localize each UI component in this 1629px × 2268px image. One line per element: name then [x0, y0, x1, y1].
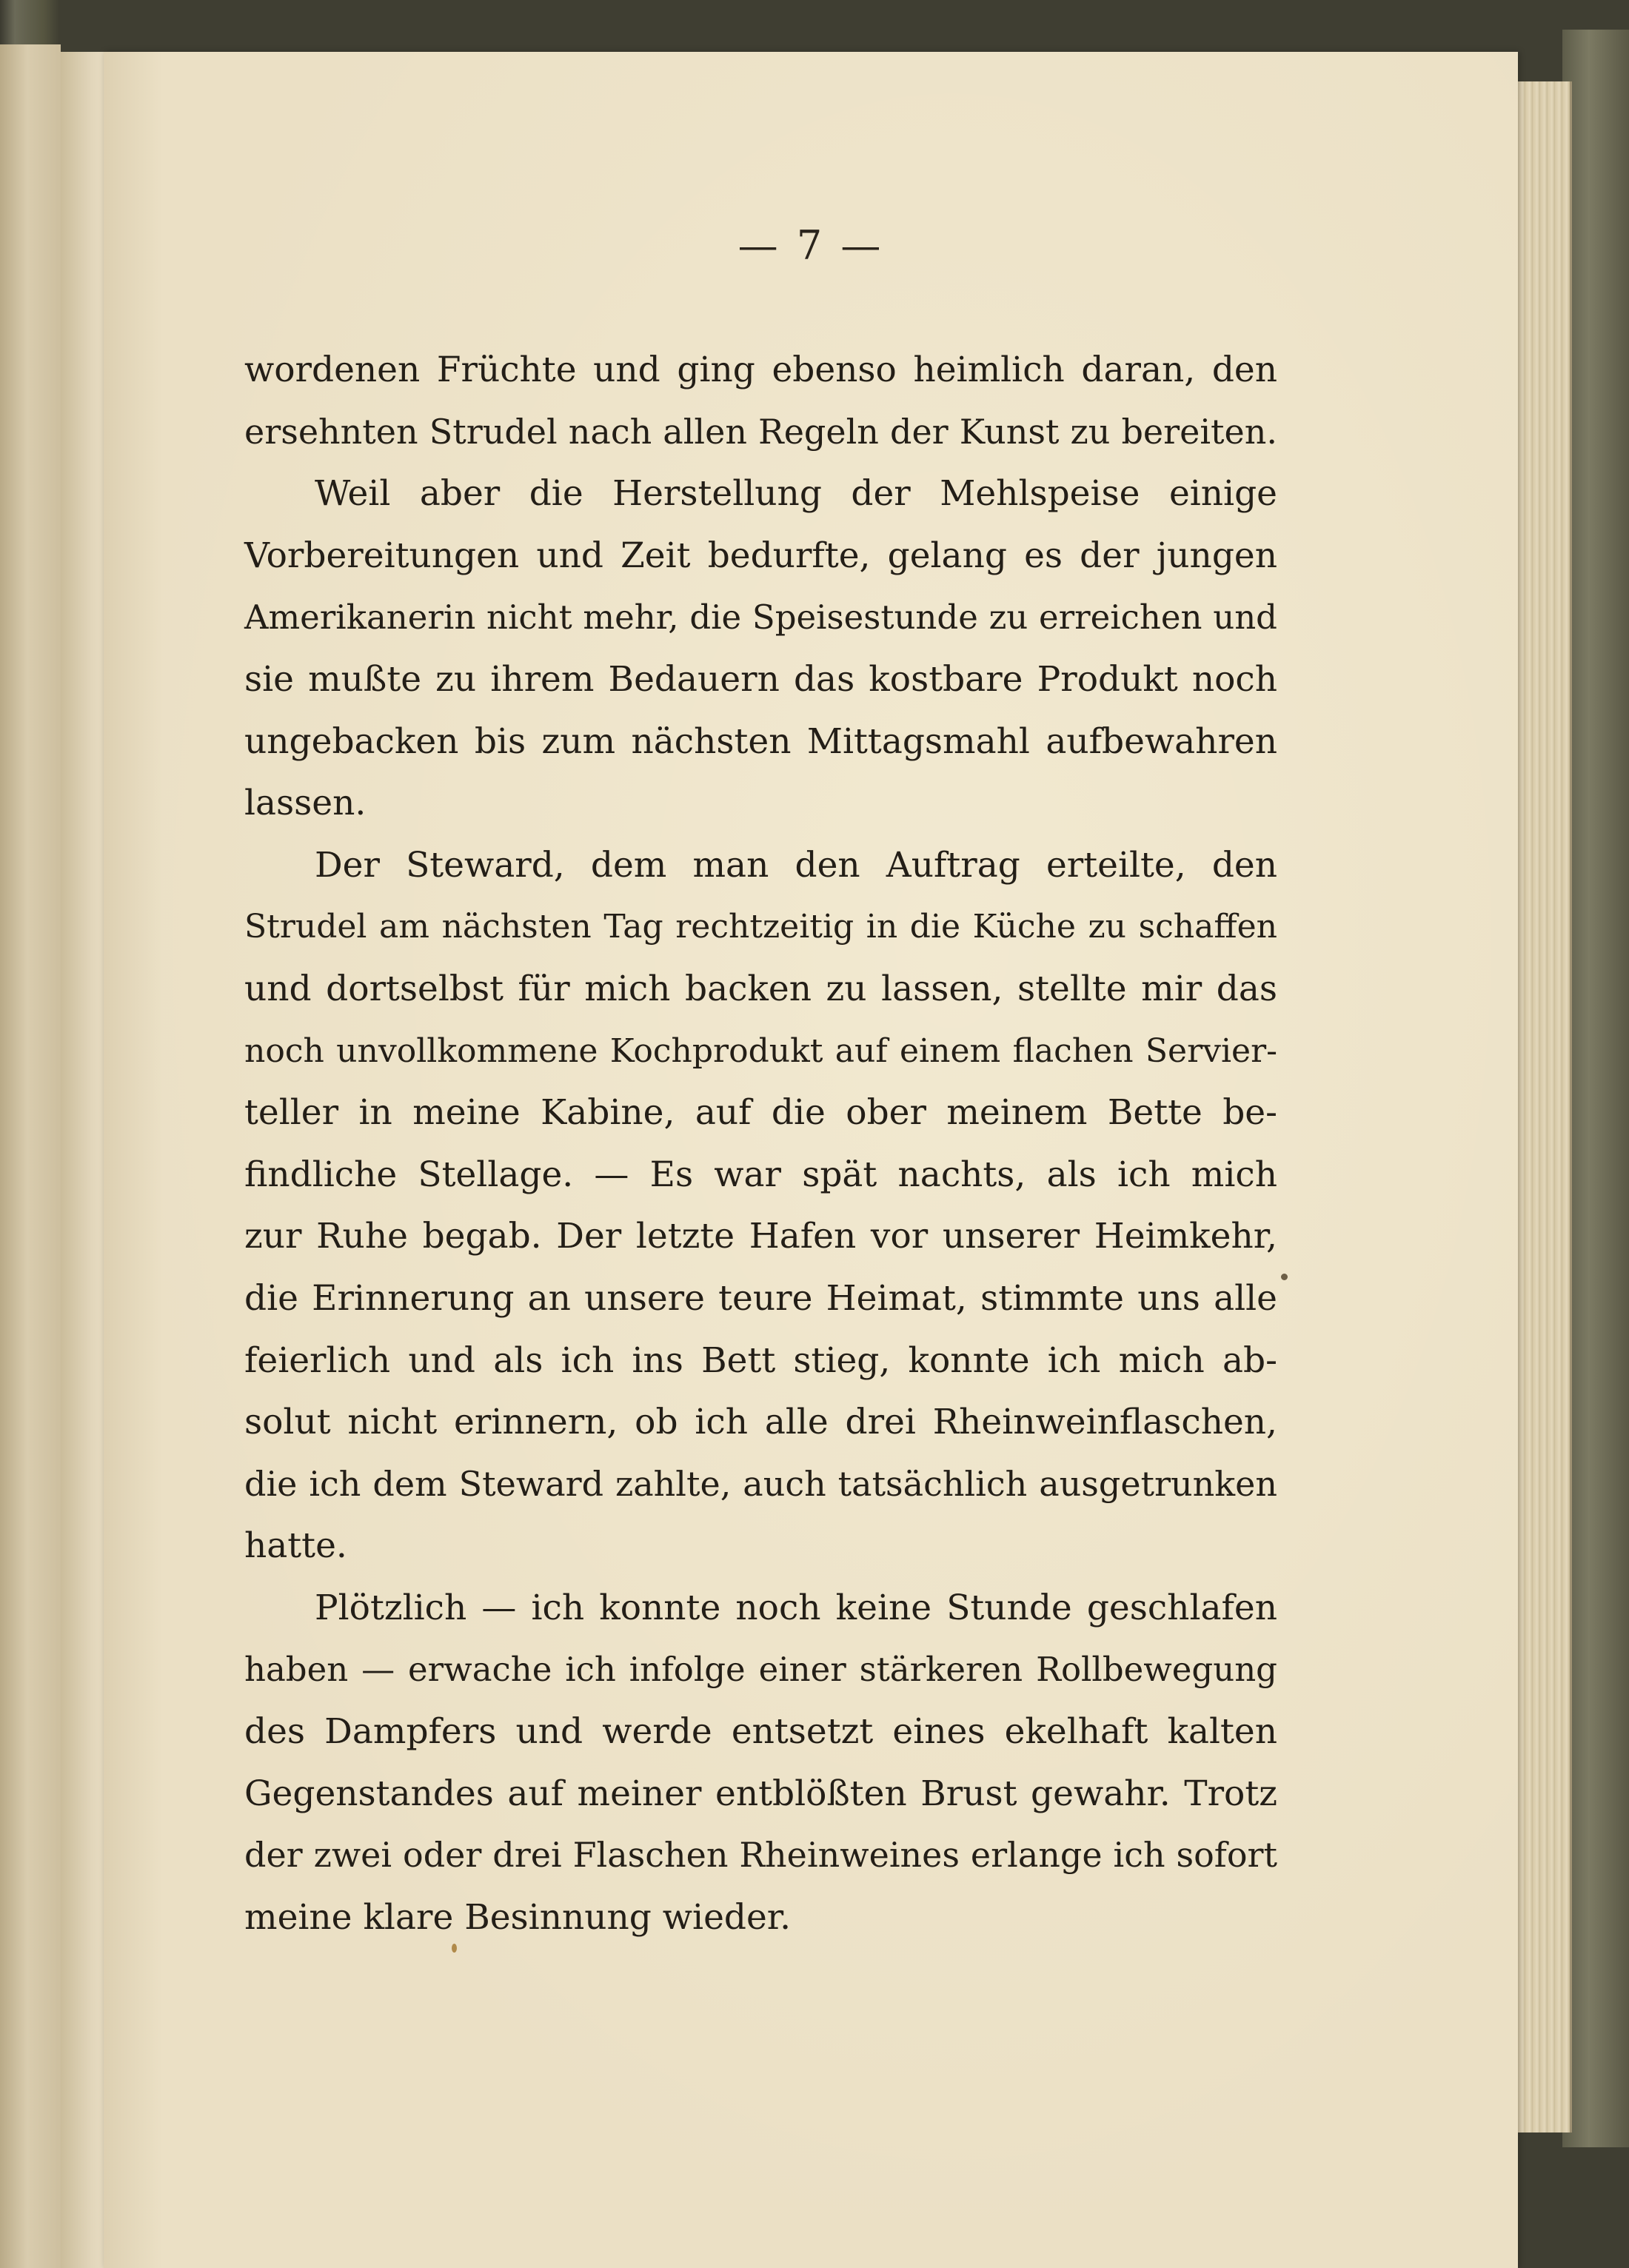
text-line: ersehnten Strudel nach allen Regeln der Kunst zu bereiten.	[244, 411, 1277, 452]
text-line: Vorbereitungen und Zeit bedurfte, gelang es der jungen	[244, 535, 1277, 576]
text-line: hatte.	[244, 1525, 347, 1567]
paper-speck	[1281, 1274, 1288, 1280]
page-block-edges	[1511, 81, 1572, 2132]
text-line: wordenen Früchte und ging ebenso heimlich daran, den	[244, 349, 1277, 390]
text-line: die ich dem Steward zahlte, auch tatsächlich ausgetrunken	[244, 1463, 1277, 1504]
text-line: Weil aber die Herstellung der Mehlspeise einige	[315, 473, 1277, 515]
text-line: Der Steward, dem man den Auftrag erteilte, den	[315, 844, 1277, 886]
text-line: zur Ruhe begab. Der letzte Hafen vor unserer Heimkehr,	[244, 1216, 1277, 1257]
text-line: Amerikanerin nicht mehr, die Speisestunde zu erreichen und	[244, 598, 1277, 638]
text-line: sie mußte zu ihrem Bedauern das kostbare Produkt noch	[244, 658, 1277, 700]
text-line: solut nicht erinnern, ob ich alle drei Rheinweinflaschen,	[244, 1402, 1277, 1443]
text-line: noch unvollkommene Kochprodukt auf einem flachen Servier-	[244, 1031, 1277, 1070]
text-line: haben — erwache ich infolge einer stärkeren Rollbewegung	[244, 1650, 1277, 1690]
text-line: die Erinnerung an unsere teure Heimat, stimmte uns alle	[244, 1277, 1277, 1319]
text-line: Strudel am nächsten Tag rechtzeitig in die Küche zu schaffen	[244, 908, 1277, 946]
text-line: ungebacken bis zum nächsten Mittagsmahl aufbewahren	[244, 720, 1277, 762]
text-line: meine klare Besinnung wieder.	[244, 1896, 792, 1938]
previous-page-edge	[0, 44, 61, 2268]
text-line: und dortselbst für mich backen zu lassen, stellte mir das	[244, 968, 1277, 1009]
text-line: findliche Stellage. — Es war spät nachts, als ich mich	[244, 1154, 1277, 1195]
page-number: — 7 —	[737, 222, 884, 269]
text-line: Gegenstandes auf meiner entblößten Brust gewahr. Trotz	[244, 1773, 1277, 1814]
text-line: Plötzlich — ich konnte noch keine Stunde geschlafen	[315, 1587, 1277, 1628]
text-line: lassen.	[244, 783, 367, 824]
book-cover-edge	[1562, 30, 1629, 2147]
text-line: der zwei oder drei Flaschen Rheinweines erlange ich sofort	[244, 1835, 1277, 1876]
text-line: des Dampfers und werde entsetzt eines ekelhaft kalten	[244, 1711, 1277, 1753]
text-line: feierlich und als ich ins Bett stieg, konnte ich mich ab-	[244, 1339, 1277, 1381]
body-text	[244, 339, 1277, 1948]
paper-speck	[452, 1944, 457, 1953]
text-line: teller in meine Kabine, auf die ober meinem Bette be-	[244, 1092, 1277, 1134]
book-page	[104, 52, 1518, 2268]
